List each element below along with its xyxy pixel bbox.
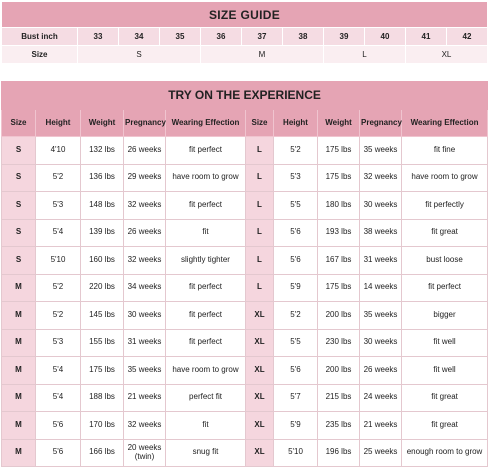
- cell-height: 5'4: [36, 357, 81, 385]
- cell-pregnancy: 29 weeks: [124, 164, 166, 192]
- cell-size: M: [2, 274, 36, 302]
- table-row: [2, 274, 488, 302]
- table-row: [2, 219, 488, 247]
- cell-pregnancy: 38 weeks: [360, 219, 402, 247]
- cell-size: M: [2, 412, 36, 440]
- cell-pregnancy: 34 weeks: [124, 274, 166, 302]
- cell-wearing-effection: snug fit: [166, 439, 246, 467]
- cell-height: 5'6: [274, 247, 318, 275]
- header-size: Size: [2, 110, 36, 137]
- size-row: [2, 46, 488, 64]
- cell-wearing-effection: fit fine: [402, 137, 488, 165]
- cell-pregnancy: 32 weeks: [360, 164, 402, 192]
- cell-size: M: [2, 439, 36, 467]
- cell-weight: 175 lbs: [81, 357, 124, 385]
- cell-height: 5'4: [36, 384, 81, 412]
- cell-weight: 155 lbs: [81, 329, 124, 357]
- cell-weight: 175 lbs: [318, 164, 360, 192]
- cell-height: 5'7: [274, 384, 318, 412]
- size-group-m: M: [201, 46, 324, 64]
- cell-weight: 132 lbs: [81, 137, 124, 165]
- cell-pregnancy: 30 weeks: [124, 302, 166, 330]
- cell-pregnancy: 30 weeks: [360, 329, 402, 357]
- try-on-table: [1, 81, 488, 467]
- cell-wearing-effection: fit well: [402, 329, 488, 357]
- cell-height: 5'2: [36, 302, 81, 330]
- cell-wearing-effection: enough room to grow: [402, 439, 488, 467]
- header-height: Height: [274, 110, 318, 137]
- cell-height: 5'3: [274, 164, 318, 192]
- cell-size: M: [2, 302, 36, 330]
- cell-wearing-effection: have room to grow: [166, 357, 246, 385]
- cell-pregnancy: 26 weeks: [124, 219, 166, 247]
- cell-wearing-effection: fit perfect: [402, 274, 488, 302]
- header-weight: Weight: [318, 110, 360, 137]
- cell-size: XL: [246, 302, 274, 330]
- cell-weight: 160 lbs: [81, 247, 124, 275]
- cell-height: 4'10: [36, 137, 81, 165]
- cell-weight: 215 lbs: [318, 384, 360, 412]
- cell-size: S: [2, 247, 36, 275]
- cell-weight: 220 lbs: [81, 274, 124, 302]
- cell-wearing-effection: bust loose: [402, 247, 488, 275]
- cell-pregnancy: 21 weeks: [360, 412, 402, 440]
- table-row: [2, 192, 488, 220]
- cell-size: XL: [246, 412, 274, 440]
- cell-weight: 139 lbs: [81, 219, 124, 247]
- cell-wearing-effection: perfect fit: [166, 384, 246, 412]
- cell-height: 5'10: [36, 247, 81, 275]
- cell-wearing-effection: bigger: [402, 302, 488, 330]
- cell-weight: 200 lbs: [318, 357, 360, 385]
- cell-size: S: [2, 137, 36, 165]
- bust-value: 37: [242, 28, 283, 46]
- cell-size: S: [2, 164, 36, 192]
- experience-title: TRY ON THE EXPERIENCE: [2, 82, 488, 110]
- cell-weight: 230 lbs: [318, 329, 360, 357]
- size-group-l: L: [324, 46, 406, 64]
- cell-height: 5'3: [36, 192, 81, 220]
- size-label: Size: [2, 46, 78, 64]
- cell-height: 5'5: [274, 329, 318, 357]
- cell-pregnancy: 35 weeks: [360, 137, 402, 165]
- cell-wearing-effection: fit great: [402, 219, 488, 247]
- cell-wearing-effection: fit perfect: [166, 192, 246, 220]
- cell-size: L: [246, 219, 274, 247]
- cell-weight: 136 lbs: [81, 164, 124, 192]
- cell-height: 5'6: [274, 357, 318, 385]
- cell-pregnancy: 35 weeks: [124, 357, 166, 385]
- cell-height: 5'2: [36, 164, 81, 192]
- cell-size: XL: [246, 384, 274, 412]
- cell-height: 5'6: [36, 412, 81, 440]
- bust-value: 33: [78, 28, 119, 46]
- bust-value: 35: [160, 28, 201, 46]
- cell-size: L: [246, 164, 274, 192]
- cell-wearing-effection: slightly tighter: [166, 247, 246, 275]
- cell-weight: 188 lbs: [81, 384, 124, 412]
- cell-wearing-effection: fit: [166, 412, 246, 440]
- cell-pregnancy: 31 weeks: [360, 247, 402, 275]
- cell-weight: 180 lbs: [318, 192, 360, 220]
- size-group-s: S: [78, 46, 201, 64]
- cell-height: 5'2: [274, 302, 318, 330]
- cell-size: L: [246, 137, 274, 165]
- table-row: [2, 412, 488, 440]
- header-weight: Weight: [81, 110, 124, 137]
- header-wearing-effection: Wearing Effection: [402, 110, 488, 137]
- cell-size: L: [246, 247, 274, 275]
- cell-wearing-effection: fit perfect: [166, 329, 246, 357]
- table-row: [2, 164, 488, 192]
- cell-pregnancy: 31 weeks: [124, 329, 166, 357]
- cell-height: 5'10: [274, 439, 318, 467]
- cell-size: M: [2, 329, 36, 357]
- cell-wearing-effection: fit great: [402, 412, 488, 440]
- cell-pregnancy: 14 weeks: [360, 274, 402, 302]
- cell-wearing-effection: fit: [166, 219, 246, 247]
- cell-pregnancy: 26 weeks: [360, 357, 402, 385]
- table-row: [2, 302, 488, 330]
- cell-weight: 196 lbs: [318, 439, 360, 467]
- cell-height: 5'2: [274, 137, 318, 165]
- table-row: [2, 137, 488, 165]
- cell-size: M: [2, 357, 36, 385]
- cell-pregnancy: 32 weeks: [124, 412, 166, 440]
- table-row: [2, 384, 488, 412]
- bust-value: 42: [447, 28, 488, 46]
- bust-value: 41: [406, 28, 447, 46]
- header-wearing-effection: Wearing Effection: [166, 110, 246, 137]
- cell-size: S: [2, 219, 36, 247]
- cell-size: S: [2, 192, 36, 220]
- size-guide-title: SIZE GUIDE: [2, 2, 488, 28]
- table-row: [2, 329, 488, 357]
- bust-value: 40: [365, 28, 406, 46]
- cell-weight: 175 lbs: [318, 137, 360, 165]
- cell-wearing-effection: fit perfect: [166, 274, 246, 302]
- cell-wearing-effection: fit great: [402, 384, 488, 412]
- table-row: [2, 439, 488, 467]
- cell-height: 5'9: [274, 274, 318, 302]
- bust-value: 39: [324, 28, 365, 46]
- cell-size: XL: [246, 329, 274, 357]
- cell-weight: 148 lbs: [81, 192, 124, 220]
- bust-value: 38: [283, 28, 324, 46]
- cell-height: 5'5: [274, 192, 318, 220]
- cell-height: 5'9: [274, 412, 318, 440]
- cell-pregnancy: 30 weeks: [360, 192, 402, 220]
- column-header-row: [2, 110, 488, 137]
- cell-pregnancy: 35 weeks: [360, 302, 402, 330]
- cell-wearing-effection: fit well: [402, 357, 488, 385]
- cell-height: 5'3: [36, 329, 81, 357]
- cell-weight: 170 lbs: [81, 412, 124, 440]
- cell-wearing-effection: have room to grow: [402, 164, 488, 192]
- cell-pregnancy: 32 weeks: [124, 247, 166, 275]
- cell-size: L: [246, 274, 274, 302]
- cell-height: 5'2: [36, 274, 81, 302]
- cell-height: 5'6: [36, 439, 81, 467]
- cell-pregnancy: 24 weeks: [360, 384, 402, 412]
- cell-weight: 193 lbs: [318, 219, 360, 247]
- cell-size: XL: [246, 357, 274, 385]
- cell-weight: 145 lbs: [81, 302, 124, 330]
- table-row: [2, 247, 488, 275]
- bust-row: [2, 28, 488, 46]
- size-group-xl: XL: [406, 46, 488, 64]
- header-height: Height: [36, 110, 81, 137]
- size-guide-table: [1, 1, 488, 64]
- cell-wearing-effection: fit perfect: [166, 137, 246, 165]
- cell-size: M: [2, 384, 36, 412]
- cell-wearing-effection: have room to grow: [166, 164, 246, 192]
- cell-size: L: [246, 192, 274, 220]
- cell-pregnancy: 26 weeks: [124, 137, 166, 165]
- cell-weight: 166 lbs: [81, 439, 124, 467]
- table-row: [2, 357, 488, 385]
- bust-label: Bust inch: [2, 28, 78, 46]
- bust-value: 34: [119, 28, 160, 46]
- cell-weight: 167 lbs: [318, 247, 360, 275]
- cell-pregnancy: 21 weeks: [124, 384, 166, 412]
- cell-height: 5'4: [36, 219, 81, 247]
- cell-wearing-effection: fit perfectly: [402, 192, 488, 220]
- cell-pregnancy: 32 weeks: [124, 192, 166, 220]
- cell-size: XL: [246, 439, 274, 467]
- cell-wearing-effection: fit perfect: [166, 302, 246, 330]
- header-size: Size: [246, 110, 274, 137]
- cell-weight: 235 lbs: [318, 412, 360, 440]
- cell-weight: 200 lbs: [318, 302, 360, 330]
- cell-pregnancy: 25 weeks: [360, 439, 402, 467]
- header-pregnancy: Pregnancy: [360, 110, 402, 137]
- cell-pregnancy: 20 weeks (twin): [124, 439, 166, 467]
- cell-height: 5'6: [274, 219, 318, 247]
- header-pregnancy: Pregnancy: [124, 110, 166, 137]
- bust-value: 36: [201, 28, 242, 46]
- cell-weight: 175 lbs: [318, 274, 360, 302]
